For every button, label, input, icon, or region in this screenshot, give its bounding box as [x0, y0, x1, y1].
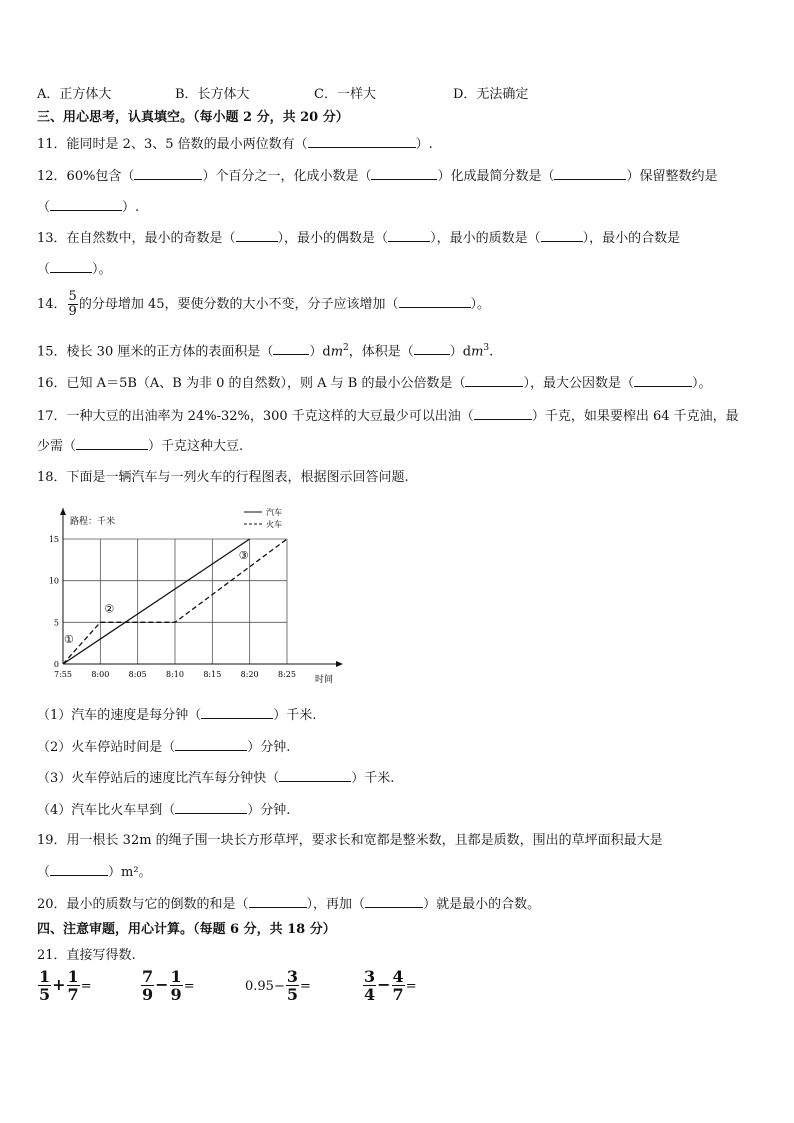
- answer-blank[interactable]: [50, 864, 108, 876]
- question-18-3: （3）火车停站后的速度比汽车每分钟快（ ）千米.: [37, 771, 395, 786]
- question-13-cont: （ ）。: [37, 262, 112, 277]
- question-18-1: （1）汽车的速度是每分钟（ ）千米.: [37, 708, 317, 723]
- x-tick-label: 7:55: [54, 670, 72, 679]
- legend-label: 汽车: [266, 508, 282, 517]
- option-c: C．一样大: [314, 87, 376, 102]
- y-tick-label: 0: [53, 660, 59, 669]
- annotation-label: ②: [104, 602, 115, 616]
- question-13: 13．在自然数中，最小的奇数是（ ），最小的偶数是（ ），最小的质数是（ ），最小的合数是: [37, 231, 681, 246]
- x-tick-label: 8:25: [278, 670, 296, 679]
- option-b: B．长方体大: [175, 87, 250, 102]
- answer-blank[interactable]: [474, 408, 532, 420]
- answer-blank[interactable]: [388, 230, 430, 242]
- answer-blank[interactable]: [50, 199, 122, 211]
- question-12: 12．60%包含（ ）个百分之一，化成小数是（ ）化成最简分数是（ ）保留整数约是: [37, 169, 718, 184]
- answer-blank[interactable]: [554, 168, 626, 180]
- chart-ylabel: 路程：千米: [70, 517, 116, 527]
- chart-legend: [244, 507, 282, 529]
- chart-xlabel: 时间: [315, 675, 334, 685]
- x-tick-label: 8:00: [91, 670, 110, 679]
- question-18: 18．下面是一辆汽车与一列火车的行程图表，根据图示回答问题.: [37, 470, 409, 485]
- calc-2: $\frac{7}{9}$ − $\frac{1}{9}$ =: [142, 967, 195, 1004]
- calc-4: $\frac{3}{4}$ − $\frac{4}{7}$ =: [364, 967, 417, 1004]
- answer-blank[interactable]: [175, 802, 247, 814]
- question-17: 17．一种大豆的出油率为 24%-32%，300 千克这样的大豆最少可以出油（ ）千克，如果要榨出 64 千克油，最: [37, 409, 739, 424]
- section-3-title: 三、用心思考，认真填空。（每小题 2 分，共 20 分）: [37, 110, 349, 125]
- question-16: 16．已知 A＝5B（A、B 为非 0 的自然数），则 A 与 B 的最小公倍数是（ ），最大公因数是（ ）。: [37, 376, 712, 391]
- x-tick-label: 8:15: [203, 670, 222, 679]
- answer-blank[interactable]: [279, 770, 351, 782]
- answer-blank[interactable]: [273, 343, 309, 355]
- section-4-title: 四、注意审题，用心计算。（每题 6 分，共 18 分）: [37, 922, 336, 937]
- legend-label: 火车: [266, 520, 282, 529]
- answer-blank[interactable]: [634, 375, 692, 387]
- option-a: A．正方体大: [37, 87, 112, 102]
- chart-axes: [60, 508, 343, 667]
- x-axis-arrow: [336, 661, 343, 667]
- answer-blank[interactable]: [134, 168, 202, 180]
- calc-3: 0.95− $\frac{3}{5}$ =: [245, 967, 311, 1004]
- answer-blank[interactable]: [371, 168, 437, 180]
- travel-chart: [30, 504, 350, 690]
- question-18-2: （2）火车停站时间是（ ）分钟.: [37, 740, 291, 755]
- answer-blank[interactable]: [175, 739, 247, 751]
- series-car: [63, 539, 250, 664]
- annotation-label: ③: [238, 549, 249, 562]
- question-11: 11．能同时是 2、3、5 倍数的最小两位数有（ ）.: [37, 137, 433, 152]
- question-17-cont: 少需（ ）千克这种大豆.: [37, 439, 244, 454]
- answer-blank[interactable]: [249, 896, 307, 908]
- y-tick-label: 15: [48, 535, 59, 544]
- question-15: 15．棱长 30 厘米的正方体的表面积是（ ）$dm^2$，体积是（ ）$dm^3$.: [37, 343, 494, 360]
- chart-ticks: [49, 535, 296, 679]
- answer-blank[interactable]: [201, 707, 273, 719]
- answer-blank[interactable]: [399, 296, 471, 308]
- answer-blank[interactable]: [414, 343, 450, 355]
- y-tick-label: 5: [53, 618, 59, 628]
- option-d: D．无法确定: [453, 87, 529, 102]
- answer-blank[interactable]: [236, 230, 278, 242]
- answer-blank[interactable]: [308, 136, 416, 148]
- question-21: 21．直接写得数.: [37, 948, 136, 963]
- x-tick-label: 8:10: [166, 670, 184, 679]
- y-axis-arrow: [60, 508, 66, 515]
- answer-blank[interactable]: [465, 375, 523, 387]
- answer-blank[interactable]: [76, 438, 148, 450]
- question-18-4: （4）汽车比火车早到（ ）分钟.: [37, 803, 291, 818]
- answer-blank[interactable]: [50, 261, 92, 273]
- question-20: 20．最小的质数与它的倒数的和是（ ），再加（ ）就是最小的合数。: [37, 897, 541, 912]
- question-12-cont: （ ）.: [37, 200, 140, 215]
- calc-1: $\frac{1}{5}$ + $\frac{1}{7}$ =: [39, 967, 92, 1004]
- annotation-label: ①: [64, 633, 74, 647]
- answer-blank[interactable]: [365, 896, 423, 908]
- chart-grid: [63, 539, 287, 664]
- y-tick-label: 10: [48, 576, 59, 586]
- answer-blank[interactable]: [541, 230, 583, 242]
- question-14: 14． $\frac{5}{9}$ 的分母增加 45，要使分数的大小不变，分子应该增加（ ）。: [37, 289, 491, 319]
- x-tick-label: 8:20: [240, 670, 259, 679]
- x-tick-label: 8:05: [128, 670, 147, 679]
- question-19-cont: （ ）m²。: [37, 865, 152, 880]
- question-19: 19．用一根长 32m 的绳子围一块长方形草坪，要求长和宽都是整米数，且都是质数，围出的草坪面积最大是: [37, 833, 663, 848]
- fraction-5-9: $\frac{5}{9}$: [68, 289, 77, 319]
